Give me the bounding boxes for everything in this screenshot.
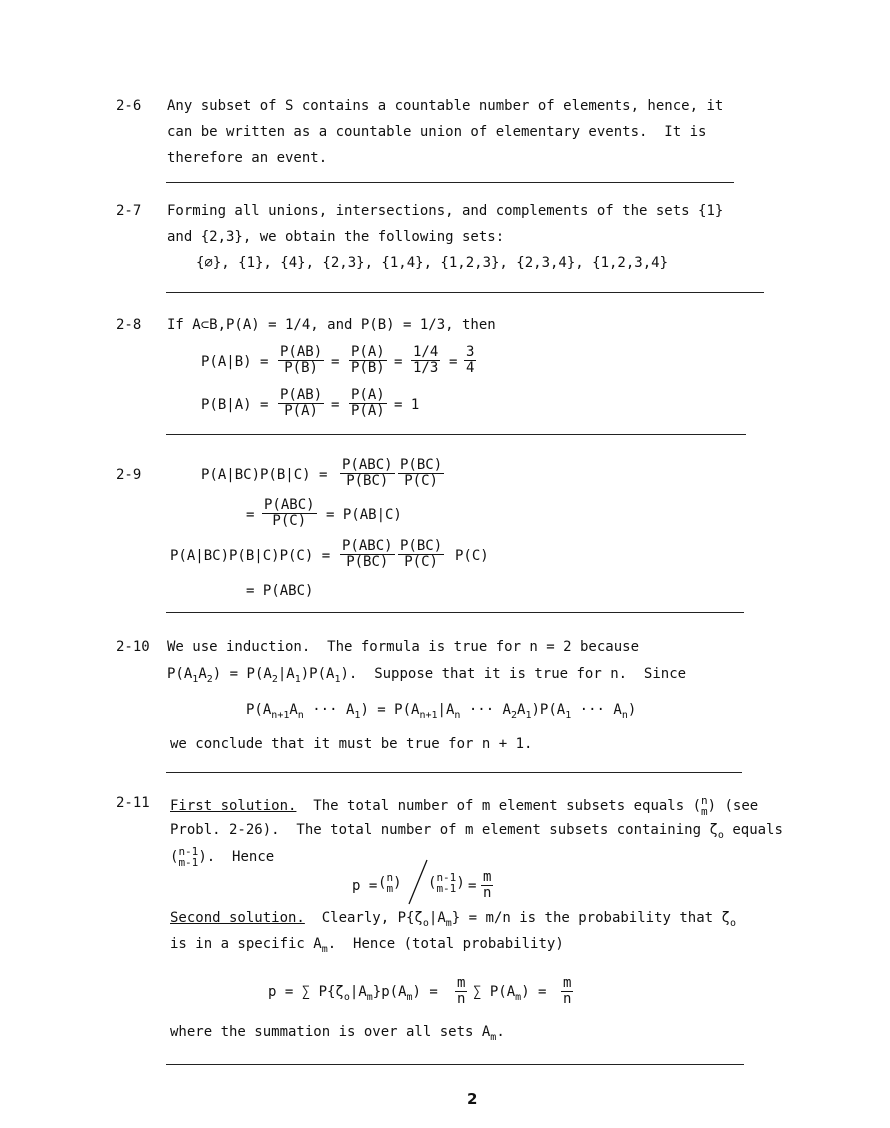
equation-lhs: P(B|A) = bbox=[201, 397, 269, 413]
problem-number-2-9: 2-9 bbox=[116, 467, 142, 483]
equation-line: p = ∑ $P\{\zeta_o|A_m\}p(A_m)$ = bbox=[268, 984, 438, 1003]
section-divider bbox=[166, 434, 746, 435]
equals-sign: = bbox=[449, 354, 458, 370]
text-line: Any subset of S contains a countable number of elements, hence, it bbox=[167, 98, 724, 114]
text-line: We use induction. The formula is true for n = 2 because bbox=[167, 639, 640, 655]
equals-sign: = bbox=[468, 878, 477, 894]
problem-number-2-6: 2-6 bbox=[116, 98, 142, 114]
problem-number-2-11: 2-11 bbox=[116, 795, 150, 811]
section-divider bbox=[166, 292, 764, 293]
text-line: ( n-1 m-1 ). Hence bbox=[170, 845, 275, 869]
text-line: therefore an event. bbox=[167, 150, 328, 166]
equation-lhs: p = bbox=[352, 878, 378, 894]
equation-lhs: P(A|BC)P(B|C) = bbox=[201, 467, 328, 483]
text-line: $P(A_1A_2) = P(A_2|A_1)P(A_1)$. Suppose that it is true for n. Since bbox=[167, 666, 687, 685]
section-divider bbox=[166, 612, 744, 613]
equals-sign: = bbox=[246, 507, 255, 523]
section-divider bbox=[166, 1064, 744, 1065]
text-line: Second solution. Clearly, $P\{\zeta_o|A_m\} = m/n$ is the probability that $\zeta_o$ bbox=[170, 910, 736, 929]
equals-sign: = bbox=[331, 354, 340, 370]
fraction: P(ABC) P(BC) bbox=[342, 538, 393, 570]
fraction: $\frac{P(A)}{P(A)}$ bbox=[351, 387, 385, 419]
text-line: and {2,3}, we obtain the following sets: bbox=[167, 229, 505, 245]
equation-line: ∑ $P(A_m)$ = bbox=[473, 984, 547, 1003]
page-number: 2 bbox=[467, 1090, 478, 1108]
text-line: we conclude that it must be true for n + 1. bbox=[170, 736, 533, 752]
text-line: If A⊂B,P(A) = 1/4, and P(B) = 1/3, then bbox=[167, 317, 496, 333]
equation-rhs: = 1 bbox=[394, 397, 420, 413]
fraction: $\frac{m}{n}$ bbox=[563, 975, 572, 1007]
equation-lhs: P(A|B) = bbox=[201, 354, 269, 370]
fraction: $\frac{P(AB)}{P(B)}$ bbox=[280, 344, 323, 376]
fraction: $\frac{3}{4}$ bbox=[466, 344, 475, 376]
binomial: ( n-1 m-1 ) bbox=[428, 871, 465, 895]
text-line: can be written as a countable union of elementary events. It is bbox=[167, 124, 707, 140]
equation-line: $P(A_{n+1}A_n$ ··· $A_1) = P(A_{n+1}|A_n$ ··· $A_2A_1)P(A_1$ ··· $A_n$) bbox=[246, 702, 637, 721]
fraction: P(ABC) P(C) bbox=[264, 497, 315, 529]
fraction: $\frac{1/4}{1/3}$ bbox=[413, 344, 439, 376]
section-divider bbox=[166, 772, 742, 773]
equals-sign: = bbox=[394, 354, 403, 370]
fraction: $\frac{P(A)}{P(B)}$ bbox=[351, 344, 385, 376]
problem-number-2-10: 2-10 bbox=[116, 639, 150, 655]
problem-number-2-8: 2-8 bbox=[116, 317, 142, 333]
equation-rhs: = P(AB|C) bbox=[326, 507, 402, 523]
fraction: $\frac{P(BC)}{P(C)}$ bbox=[400, 538, 443, 570]
set-list: {∅}, {1}, {4}, {2,3}, {1,4}, {1,2,3}, {2,3,4}, {1,2,3,4} bbox=[196, 255, 669, 271]
fraction: $\frac{P(AB)}{P(A)}$ bbox=[280, 387, 323, 419]
fraction: P(ABC) P(BC) bbox=[342, 457, 393, 489]
equation-line: = P(ABC) bbox=[246, 583, 314, 599]
section-divider bbox=[166, 182, 734, 183]
problem-number-2-7: 2-7 bbox=[116, 203, 142, 219]
equals-sign: = bbox=[331, 397, 340, 413]
fraction: $\frac{m}{n}$ bbox=[457, 975, 466, 1007]
text-line: where the summation is over all sets $A_m$. bbox=[170, 1024, 505, 1043]
text-line: is in a specific $A_m$. Hence (total probability) bbox=[170, 936, 564, 955]
text-line: Forming all unions, intersections, and complements of the sets {1} bbox=[167, 203, 724, 219]
fraction: $\frac{m}{n}$ bbox=[483, 869, 492, 901]
binomial: ( n m ) bbox=[378, 871, 402, 895]
text-line: First solution. The total number of m element subsets equals ( n m ) (see bbox=[170, 794, 759, 818]
equation-rhs: P(C) bbox=[455, 548, 489, 564]
equation-lhs: P(A|BC)P(B|C)P(C) = bbox=[170, 548, 331, 564]
text-line: Probl. 2-26). The total number of m element subsets containing $\zeta_o$ equals bbox=[170, 822, 783, 841]
fraction: $\frac{P(BC)}{P(C)}$ bbox=[400, 457, 443, 489]
